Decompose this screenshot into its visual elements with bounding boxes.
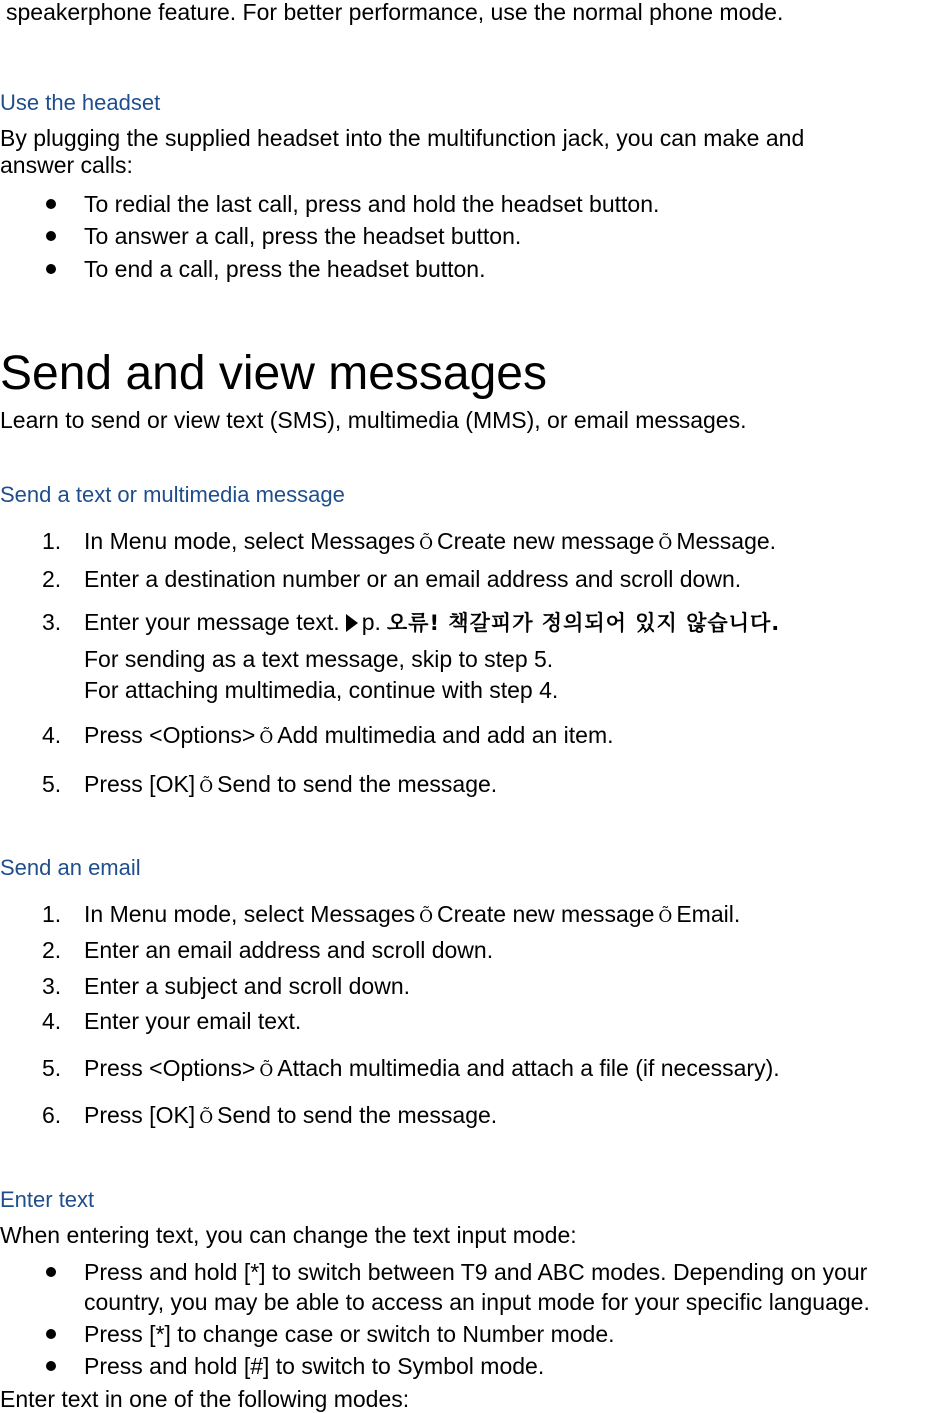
section-title-send-text: Send a text or multimedia message bbox=[0, 482, 345, 507]
section-title-send-email: Send an email bbox=[0, 855, 141, 880]
intro-line: speakerphone feature. For better performance, use the normal phone mode. bbox=[6, 0, 784, 25]
menu-separator-icon: Õ bbox=[199, 777, 214, 797]
bullet-icon bbox=[46, 199, 56, 209]
enter-text-intro: When entering text, you can change the text input mode: bbox=[0, 1222, 577, 1248]
step-text: In Menu mode, select Messages Õ Create new message Õ Message. bbox=[84, 528, 777, 554]
step-text: Press [OK] Õ Send to send the message. bbox=[84, 1102, 498, 1128]
page-reference[interactable]: p. bbox=[361, 609, 381, 635]
step-note: For attaching multimedia, continue with step 4. bbox=[84, 677, 559, 703]
headset-bullet: To redial the last call, press and hold the headset button. bbox=[84, 191, 660, 217]
step-text: Enter your message text. p. 오류! 책갈피가 정의되어 있지 않습니다. bbox=[84, 609, 781, 635]
bullet-icon bbox=[46, 1361, 56, 1371]
step-text: Press <Options> Õ Attach multimedia and attach a file (if necessary). bbox=[84, 1055, 780, 1081]
step-text: Enter your email text. bbox=[84, 1008, 302, 1034]
bullet-icon bbox=[46, 264, 56, 274]
step-number: 3. bbox=[42, 609, 62, 635]
menu-separator-icon: Õ bbox=[259, 728, 274, 748]
step-text: Press [OK] Õ Send to send the message. bbox=[84, 771, 498, 797]
enter-text-bullet: Press and hold [*] to switch between T9 and ABC modes. Depending on your bbox=[84, 1259, 868, 1285]
step-text: In Menu mode, select Messages Õ Create new message Õ Email. bbox=[84, 901, 741, 927]
menu-separator-icon: Õ bbox=[259, 1061, 274, 1081]
headset-paragraph-line2: answer calls: bbox=[0, 152, 133, 178]
menu-separator-icon: Õ bbox=[419, 534, 434, 554]
bullet-icon bbox=[46, 231, 56, 241]
headset-paragraph-line1: By plugging the supplied headset into the multifunction jack, you can make and bbox=[0, 125, 805, 151]
messages-intro: Learn to send or view text (SMS), multimedia (MMS), or email messages. bbox=[0, 407, 747, 433]
step-note: For sending as a text message, skip to step 5. bbox=[84, 646, 554, 672]
menu-separator-icon: Õ bbox=[419, 907, 434, 927]
step-text: Enter a subject and scroll down. bbox=[84, 973, 411, 999]
step-number: 1. bbox=[42, 901, 62, 927]
step-number: 4. bbox=[42, 1008, 62, 1034]
step-number: 6. bbox=[42, 1102, 62, 1128]
enter-text-bullet: Press [*] to change case or switch to Number mode. bbox=[84, 1321, 615, 1347]
enter-text-bullet: Press and hold [#] to switch to Symbol mode. bbox=[84, 1353, 545, 1379]
headset-bullet: To end a call, press the headset button. bbox=[84, 256, 486, 282]
step-number: 1. bbox=[42, 528, 62, 554]
step-number: 2. bbox=[42, 937, 62, 963]
step-number: 3. bbox=[42, 973, 62, 999]
section-title-headset: Use the headset bbox=[0, 90, 161, 115]
bookmark-error: 오류! 책갈피가 정의되어 있지 않습니다. bbox=[386, 611, 781, 635]
menu-separator-icon: Õ bbox=[658, 534, 673, 554]
bullet-icon bbox=[46, 1267, 56, 1277]
page-heading: Send and view messages bbox=[0, 347, 547, 400]
enter-text-bullet-cont: country, you may be able to access an input mode for your specific language. bbox=[84, 1289, 870, 1315]
bullet-icon bbox=[46, 1329, 56, 1339]
arrow-right-icon bbox=[346, 614, 358, 632]
step-text: Enter an email address and scroll down. bbox=[84, 937, 494, 963]
section-title-enter-text: Enter text bbox=[0, 1187, 95, 1212]
step-number: 5. bbox=[42, 1055, 62, 1081]
step-number: 5. bbox=[42, 771, 62, 797]
step-number: 2. bbox=[42, 566, 62, 592]
menu-separator-icon: Õ bbox=[199, 1108, 214, 1128]
step-text: Press <Options> Õ Add multimedia and add an item. bbox=[84, 722, 614, 748]
enter-text-outro: Enter text in one of the following modes: bbox=[0, 1386, 410, 1412]
menu-separator-icon: Õ bbox=[658, 907, 673, 927]
step-text: Enter a destination number or an email address and scroll down. bbox=[84, 566, 742, 592]
headset-bullet: To answer a call, press the headset button. bbox=[84, 223, 522, 249]
step-number: 4. bbox=[42, 722, 62, 748]
